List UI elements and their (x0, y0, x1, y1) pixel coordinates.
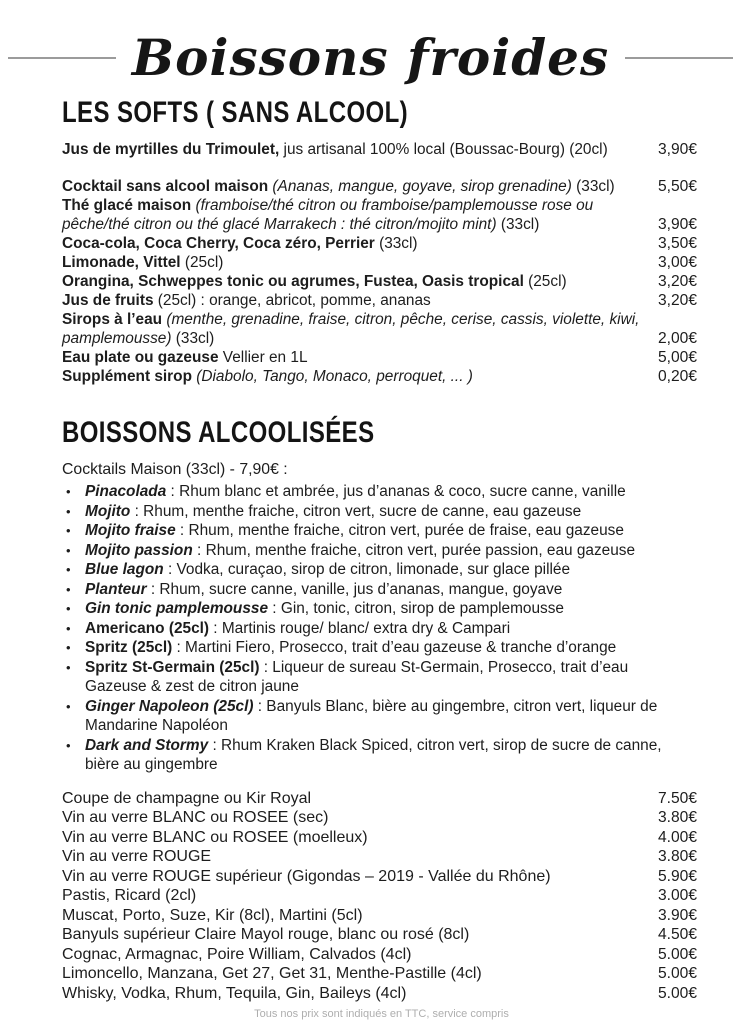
item-text-segment: jus artisanal 100% local (Boussac-Bourg) (20cl) (279, 141, 608, 158)
item-text-segment: Jus de fruits (62, 292, 158, 309)
menu-item-price: 2,00€ (658, 330, 698, 347)
menu-item-row (62, 886, 701, 906)
menu-item-text: Pastis, Ricard (2cl) (62, 887, 197, 904)
cocktail-item (62, 736, 668, 775)
menu-item-price: 5.00€ (658, 984, 698, 1002)
item-text-segment: Supplément sirop (62, 368, 197, 385)
menu-item-text (62, 140, 658, 159)
menu-item-text (62, 310, 658, 348)
item-text-segment: Mojito passion (85, 541, 193, 559)
menu-item-text (62, 291, 658, 310)
page-title: Boissons froides (131, 28, 610, 87)
cocktails-intro: Cocktails Maison (33cl) - 7,90€ : (62, 461, 288, 478)
menu-item-row (62, 196, 701, 234)
menu-item-row (62, 808, 701, 828)
cocktail-item (62, 502, 668, 522)
item-text-segment: Vellier en 1L (222, 349, 308, 366)
item-text-segment: Blue lagon (85, 561, 164, 578)
bullet-icon: • (66, 523, 71, 538)
item-text-segment: Thé glacé maison (62, 197, 196, 214)
menu-item-price: 3.90€ (658, 906, 698, 924)
menu-item-price: 4.00€ (658, 828, 698, 846)
menu-item-row (62, 291, 701, 310)
menu-item-text (62, 348, 658, 367)
menu-item-row (62, 906, 701, 926)
item-text-segment: (Diabolo, Tango, Monaco, perroquet, ... ) (196, 368, 473, 385)
menu-item-text: Limoncello, Manzana, Get 27, Get 31, Menthe-Pastille (4cl) (62, 965, 482, 982)
menu-item-row (62, 925, 701, 945)
menu-item-text: Coupe de champagne ou Kir Royal (62, 789, 312, 807)
item-text-segment: : Martinis rouge/ blanc/ extra dry & Campari (209, 619, 511, 637)
menu-item-text (62, 177, 658, 196)
cocktail-list (62, 482, 668, 775)
item-text-segment: Mojito fraise (85, 522, 176, 539)
menu-item-text: Banyuls supérieur Claire Mayol rouge, blanc ou rosé (8cl) (62, 926, 470, 943)
softs-section-heading-wrap (62, 94, 701, 134)
item-text-segment: (33cl) (171, 330, 215, 347)
item-text-segment: (25cl) (184, 254, 224, 271)
menu-item-price: 3,90€ (658, 216, 698, 233)
menu-item-price: 5.90€ (658, 867, 698, 885)
softs-item-list (62, 140, 701, 386)
menu-item-text: Whisky, Vodka, Rhum, Tequila, Gin, Baileys (4cl) (62, 984, 407, 1002)
item-text-segment: Eau plate ou gazeuse (62, 349, 223, 366)
menu-item-row (62, 234, 701, 253)
menu-item-price: 3,00€ (658, 254, 698, 271)
menu-item-price: 3,20€ (658, 292, 698, 309)
item-text-segment: Cocktail sans alcool maison (62, 178, 273, 195)
bullet-icon: • (66, 640, 71, 655)
item-text-segment: : Rhum, menthe fraiche, citron vert, purée passion, eau gazeuse (192, 541, 636, 559)
menu-item-row (62, 828, 701, 848)
item-text-segment: : Martini Fiero, Prosecco, trait d’eau gazeuse & tranche d’orange (172, 639, 617, 656)
item-text-segment: : Vodka, curaçao, sirop de citron, limonade, sur glace pillée (163, 561, 571, 578)
item-text-segment: Limonade, Vittel (62, 254, 185, 271)
bullet-icon: • (66, 601, 71, 616)
menu-content (0, 94, 741, 1021)
menu-item-price: 4.50€ (658, 926, 698, 943)
header-left-rule (8, 57, 116, 59)
item-text-segment: (25cl) (528, 273, 567, 290)
alcohol-section-heading: BOISSONS ALCOOLISÉES (62, 416, 375, 449)
menu-item-price: 3,90€ (658, 141, 698, 158)
item-text-segment: Coca-cola, Coca Cherry, Coca zéro, Perrier (62, 235, 380, 252)
cocktail-item (62, 560, 668, 580)
cocktail-item (62, 658, 668, 697)
menu-item-price: 5,00€ (658, 349, 698, 366)
menu-item-text: Vin au verre BLANC ou ROSEE (sec) (62, 809, 329, 826)
menu-item-text (62, 234, 658, 253)
menu-item-row (62, 964, 701, 984)
header-right-rule (625, 57, 733, 59)
menu-item-row (62, 177, 701, 196)
bullet-icon: • (66, 581, 71, 597)
menu-item-price: 5.00€ (658, 965, 698, 982)
item-text-segment: (menthe, grenadine, fraise, citron, pêche, cerise, cassis, violette, kiwi, pamplemousse) (62, 311, 640, 347)
bullet-icon: • (66, 484, 71, 499)
item-text-segment: Spritz (25cl) (85, 639, 173, 656)
menu-item-row (62, 348, 701, 367)
menu-item-price: 5,50€ (658, 178, 698, 195)
menu-item-price: 3,20€ (658, 273, 698, 290)
alcohol-section-heading-wrap (62, 414, 701, 454)
item-text-segment: Sirops à l’eau (62, 311, 167, 328)
menu-item-row (62, 367, 701, 386)
item-text-segment: : Rhum, menthe fraiche, citron vert, sucre de canne, eau gazeuse (130, 502, 582, 520)
cocktail-item (62, 697, 668, 736)
item-text-segment: : Banyuls Blanc, bière au gingembre, citron vert, liqueur de Mandarine Napoléon (85, 697, 658, 734)
menu-item-text (62, 272, 658, 291)
menu-item-price: 0,20€ (658, 368, 698, 385)
menu-item-row (62, 140, 701, 159)
item-text-segment: Planteur (85, 580, 147, 598)
item-text-segment: Mojito (85, 502, 131, 520)
bullet-icon: • (66, 620, 71, 636)
menu-item-price: 5.00€ (658, 945, 698, 963)
item-text-segment: : Rhum, sucre canne, vanille, jus d’ananas, mangue, goyave (146, 580, 563, 598)
cocktail-item (62, 580, 668, 600)
item-text-segment: (25cl) : orange, abricot, pomme, ananas (157, 292, 431, 309)
menu-item-text (62, 253, 658, 272)
bullet-icon: • (66, 542, 71, 558)
menu-item-price: 3.00€ (658, 887, 698, 904)
wine-spirits-list (62, 789, 701, 1004)
cocktail-item (62, 482, 668, 502)
cocktail-item (62, 638, 668, 658)
item-text-segment: (33cl) (379, 235, 418, 252)
cocktail-item (62, 619, 668, 639)
item-text-segment: Orangina, Schweppes tonic ou agrumes, Fustea, Oasis tropical (62, 273, 529, 290)
item-text-segment: : Rhum blanc et ambrée, jus d’ananas & coco, sucre canne, vanille (166, 483, 626, 500)
cocktail-item (62, 599, 668, 619)
menu-item-row (62, 272, 701, 291)
item-text-segment: Ginger Napoleon (25cl) (85, 697, 254, 715)
menu-item-text: Cognac, Armagnac, Poire William, Calvados (4cl) (62, 945, 412, 963)
footer-note: Tous nos prix sont indiqués en TTC, service compris (254, 1008, 509, 1020)
item-text-segment: : Liqueur de sureau St-Germain, Prosecco, trait d’eau Gazeuse & zest de citron jaune (85, 658, 629, 695)
menu-item-text: Vin au verre ROUGE supérieur (Gigondas – 2019 - Vallée du Rhône) (62, 867, 551, 885)
item-text-segment: : Gin, tonic, citron, sirop de pamplemousse (268, 600, 564, 617)
menu-item-price: 7.50€ (658, 789, 698, 807)
item-text-segment: Jus de myrtilles du Trimoulet, (62, 141, 280, 158)
item-text-segment: (framboise/thé citron ou framboise/pamplemousse rose ou pêche/thé citron ou thé glacé Marrakech : thé citron/mojito mint) (62, 197, 594, 233)
bullet-icon: • (66, 698, 71, 714)
item-text-segment: : Rhum, menthe fraiche, citron vert, purée de fraise, eau gazeuse (175, 522, 624, 539)
menu-item-price: 3,50€ (658, 235, 698, 252)
menu-item-row (62, 253, 701, 272)
section-spacer (62, 386, 701, 410)
menu-item-row (62, 310, 701, 348)
item-text-segment: : Rhum Kraken Black Spiced, citron vert, sirop de sucre de canne, bière au gingembre (85, 736, 662, 773)
menu-item-row (62, 789, 701, 809)
item-text-segment: Dark and Stormy (85, 736, 209, 754)
menu-item-text: Vin au verre ROUGE (62, 848, 212, 865)
menu-item-row (62, 867, 701, 887)
bullet-icon: • (66, 503, 71, 519)
bullet-icon: • (66, 737, 71, 753)
menu-item-text: Vin au verre BLANC ou ROSEE (moelleux) (62, 828, 368, 846)
bullet-icon: • (66, 659, 71, 675)
item-text-segment: (Ananas, mangue, goyave, sirop grenadine) (272, 178, 572, 195)
softs-section-heading: LES SOFTS ( SANS ALCOOL) (62, 96, 409, 129)
menu-item-price: 3.80€ (658, 809, 698, 826)
page-header (0, 26, 741, 90)
menu-item-price: 3.80€ (658, 848, 698, 865)
menu-item-row (62, 847, 701, 867)
cocktail-item (62, 541, 668, 561)
menu-item-text (62, 367, 658, 386)
item-text-segment: (33cl) (496, 216, 540, 233)
bullet-icon: • (66, 562, 71, 577)
menu-item-text: Muscat, Porto, Suze, Kir (8cl), Martini (5cl) (62, 906, 363, 924)
menu-item-row (62, 984, 701, 1004)
menu-item-text (62, 196, 658, 234)
item-text-segment: Pinacolada (85, 483, 167, 500)
item-text-segment: (33cl) (571, 178, 615, 195)
menu-item-row (62, 945, 701, 965)
item-text-segment: Gin tonic pamplemousse (85, 600, 269, 617)
item-text-segment: Spritz St-Germain (25cl) (85, 658, 260, 676)
item-text-segment: Americano (25cl) (85, 619, 210, 637)
cocktail-item (62, 521, 668, 541)
